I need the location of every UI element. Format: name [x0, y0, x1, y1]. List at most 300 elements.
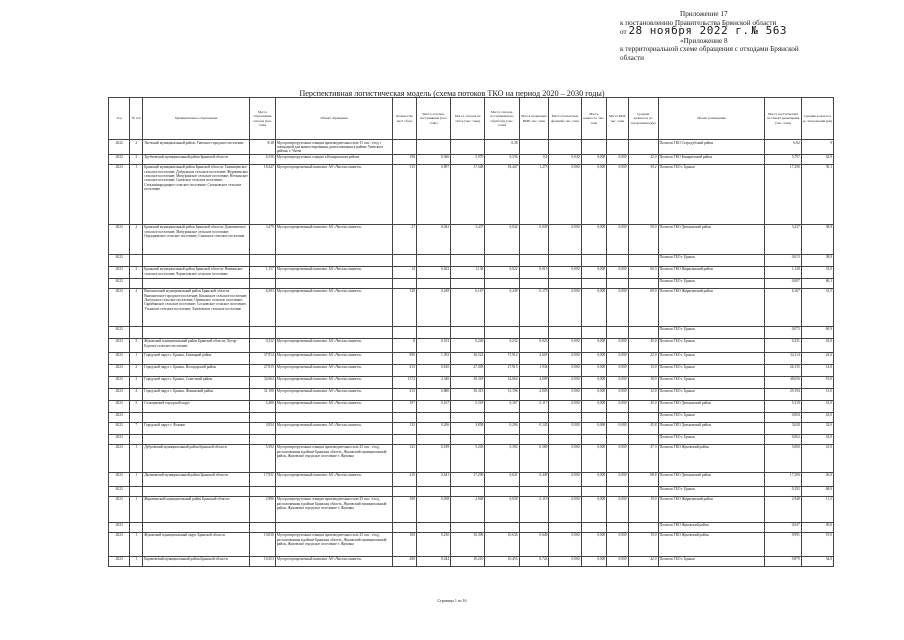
cell-facility: Мусороперегрузочная станция производительностью 25 тыс. т/год, расположенная в районе Брянская область, Жуковский муниципальный район, Жуковское городское поселение г. Жуковка: [275, 444, 393, 472]
resolution-date-line: [620, 24, 890, 38]
cell-disposal-distance: 14,0: [801, 364, 833, 376]
cell-secondary-resources: 2,003: [519, 388, 549, 400]
cell-disposal-mass: 26,135: [765, 364, 801, 376]
cell-year: 2022: [109, 140, 130, 155]
cell-collection-points: 100: [393, 532, 417, 556]
cell-secondary-resources: [519, 254, 549, 266]
cell-mass-processed: [485, 278, 519, 288]
cell-secondary-resources: 0,369: [519, 444, 549, 472]
cell-rdf: [607, 326, 628, 338]
cell-collection-points: 280: [393, 556, 417, 566]
cell-avg-distance: [628, 278, 658, 288]
cell-mass-processed: [485, 254, 519, 266]
cell-avg-distance: 68,8: [628, 472, 658, 486]
cell-year: 2023: [109, 278, 130, 288]
cell-disposal-site: Полигон ТБО г. Брянск: [658, 326, 765, 338]
cell-compost: [581, 254, 607, 266]
cell-secondary-resources: 0,015: [519, 266, 549, 278]
resolution-date: 28 ноября 2022 г.: [628, 24, 750, 38]
cell-secondary-resources: 0,175: [519, 288, 549, 326]
cell-compost: 0,000: [581, 422, 607, 434]
cell-mass-selected: 5,970: [451, 154, 485, 164]
cell-mass-processed: [485, 486, 519, 496]
col-facility: Объект обращения: [275, 98, 393, 140]
cell-secondary-resources: 0,449: [519, 472, 549, 486]
cell-disposal-site: Полигон ТБО г. Брянск: [658, 556, 765, 566]
cell-avg-distance: 45,0: [628, 338, 658, 352]
cell-mass-received: [416, 434, 450, 444]
cell-no: [130, 326, 143, 338]
cell-avg-distance: 60,9: [628, 288, 658, 326]
cell-mass-received: [416, 278, 450, 288]
cell-mass-selected: 5,318: [451, 400, 485, 412]
cell-no: 1: [130, 472, 143, 486]
cell-mass-processed: 32,664: [485, 376, 519, 388]
cell-no: 2: [130, 140, 143, 155]
cell-municipality: Жирятинский муниципальный район Брянской области: [143, 496, 250, 522]
cell-waste-mass: 6,336: [250, 154, 276, 164]
cell-disposal-mass: 48,656: [765, 376, 801, 388]
appendix-8-label: «Приложение 8: [680, 36, 728, 45]
cell-secondary-resources: [519, 486, 549, 496]
col-compost: Масса компоста, тыс. тонн: [581, 98, 607, 140]
cell-compost: [581, 412, 607, 422]
cell-disposal-site: Полигон ТКО Жирятинский район: [658, 266, 765, 278]
cell-ballast: 0,000: [549, 288, 581, 326]
cell-mass-received: 0,230: [416, 532, 450, 556]
cell-disposal-site: Полигон ТБО г. Брянск: [658, 338, 765, 352]
cell-disposal-mass: 5,797: [765, 154, 801, 164]
cell-ballast: 0,000: [549, 388, 581, 400]
cell-avg-distance: 19,0: [628, 496, 658, 522]
table-row: [109, 522, 834, 532]
cell-secondary-resources: [519, 522, 549, 532]
cell-secondary-resources: 4,009: [519, 376, 549, 388]
cell-no: 1: [130, 532, 143, 556]
cell-municipality: Брянский муниципальный район Брянской области: Навлинское сельское поселение; Чернетовское сельское поселение: [143, 266, 250, 278]
cell-rdf: 0,000: [607, 496, 628, 522]
cell-secondary-resources: [519, 278, 549, 288]
table-row: [109, 496, 834, 522]
cell-year: 2023: [109, 496, 130, 522]
cell-mass-selected: 17,290: [451, 472, 485, 486]
table-row: [109, 326, 834, 338]
cell-facility: Мусоросортировочный комплекс АО «Чистая планета»: [275, 388, 393, 400]
cell-collection-points: 890: [393, 352, 417, 364]
cell-no: 1: [130, 164, 143, 224]
table-row: [109, 164, 834, 224]
date-prefix: от: [620, 28, 627, 37]
cell-waste-mass: 1,157: [250, 266, 276, 278]
cell-mass-selected: [451, 412, 485, 422]
cell-rdf: 0,000: [607, 376, 628, 388]
cell-municipality: Трубчевский муниципальный район Брянской области: [143, 154, 250, 164]
cell-mass-selected: 36,522: [451, 352, 485, 364]
cell-facility: [275, 278, 393, 288]
cell-mass-processed: 37,914: [485, 352, 519, 364]
cell-ballast: 0,000: [549, 444, 581, 472]
cell-facility: [275, 326, 393, 338]
cell-mass-received: 0,189: [416, 444, 450, 472]
document-header: [620, 10, 890, 63]
cell-disposal-mass: 29,194: [765, 388, 801, 400]
cell-disposal-distance: 24,0: [801, 352, 833, 364]
cell-mass-processed: 10,636: [485, 532, 519, 556]
col-avg-distance: Средняя дальность до захоронения (км): [628, 98, 658, 140]
cell-waste-mass: 6,393: [250, 288, 276, 326]
cell-year: 2023: [109, 338, 130, 352]
table-row: [109, 338, 834, 352]
cell-ballast: 0,000: [549, 164, 581, 224]
cell-mass-selected: 30,318: [451, 376, 485, 388]
col-disposal-mass: Масса поступающих на объект размещения (тыс. тонн): [765, 98, 801, 140]
cell-waste-mass: 5,392: [250, 444, 276, 472]
cell-municipality: Брянский муниципальный район Брянской области: Глинищевское сельское поселение; Добрунское сельское поселение; Журиничское сельское поселение; Мичуринское сельское поселение; Нетьинское сельское поселение; Снежское сельское поселение; Стекляннорадицкое сельское поселение; Супоневское сельское поселение: [143, 164, 250, 224]
cell-collection-points: 8: [393, 338, 417, 352]
cell-collection-points: 315: [393, 164, 417, 224]
table-row: [109, 434, 834, 444]
cell-disposal-distance: 31,0: [801, 400, 833, 412]
cell-no: 2: [130, 224, 143, 254]
cell-avg-distance: 50,0: [628, 224, 658, 254]
cell-facility: [275, 522, 393, 532]
cell-collection-points: 121: [393, 444, 417, 472]
col-year: Год: [109, 98, 130, 140]
cell-facility: Мусороперегрузочная станция в Комаричском районе: [275, 154, 393, 164]
cell-compost: 0,000: [581, 496, 607, 522]
cell-secondary-resources: 0,039: [519, 224, 549, 254]
cell-compost: 0,000: [581, 154, 607, 164]
cell-rdf: 0,000: [607, 364, 628, 376]
col-disposal-distance: Средняя дальность до захоронения (км): [801, 98, 833, 140]
cell-no: 3: [130, 376, 143, 388]
cell-avg-distance: 60,3: [628, 266, 658, 278]
cell-compost: [581, 140, 607, 155]
cell-secondary-resources: [519, 140, 549, 155]
cell-waste-mass: 8,38: [250, 140, 276, 155]
cell-disposal-site: Полигон ТБО г. Брянск: [658, 486, 765, 496]
cell-mass-processed: 27,915: [485, 364, 519, 376]
cell-collection-points: 14: [393, 266, 417, 278]
cell-waste-mass: 17,931: [250, 472, 276, 486]
cell-municipality: Брянский муниципальный район Брянской области: Домашовское сельское поселение; Мичуринское сельское поселение; Отрадненское сельское поселение; Снежское сельское поселение: [143, 224, 250, 254]
cell-ballast: 0,000: [549, 352, 581, 364]
scheme-reference: к территориальной схеме обращения с отходами Брянской: [620, 45, 799, 54]
cell-secondary-resources: 1,934: [519, 364, 549, 376]
cell-disposal-distance: 68,0: [801, 486, 833, 496]
cell-mass-received: 0,897: [416, 164, 450, 224]
cell-disposal-distance: 33,0: [801, 266, 833, 278]
table-row: [109, 388, 834, 400]
cell-waste-mass: [250, 412, 276, 422]
col-municipality: Муниципальное образование: [143, 98, 250, 140]
cell-disposal-site: Полигон ТБО г. Брянск: [658, 376, 765, 388]
cell-ballast: [549, 278, 581, 288]
cell-year: 2023: [109, 288, 130, 326]
cell-mass-processed: [485, 434, 519, 444]
cell-waste-mass: 3,834: [250, 422, 276, 434]
col-disposal-site: Объект размещения: [658, 98, 765, 140]
cell-year: 2023: [109, 556, 130, 566]
cell-facility: Мусороперегрузочная станция производительностью 25 тыс. т/год, расположенная в районе Брянская область, Жуковский муниципальный район, Жуковское городское поселение г. Жуковка: [275, 496, 393, 522]
cell-facility: [275, 434, 393, 444]
cell-rdf: 0,000: [607, 164, 628, 224]
cell-disposal-mass: 0,231: [765, 338, 801, 352]
page-number: Страница 1 из 16: [437, 598, 467, 603]
cell-ballast: 0,000: [549, 224, 581, 254]
cell-no: 5: [130, 400, 143, 412]
logistics-table: [108, 97, 834, 567]
cell-waste-mass: [250, 254, 276, 266]
cell-avg-distance: 19,0: [628, 532, 658, 556]
cell-rdf: [607, 434, 628, 444]
cell-disposal-site: Полигон ТБО г. Брянск: [658, 164, 765, 224]
cell-secondary-resources: 0,724: [519, 556, 549, 566]
cell-disposal-site: Полигон ТБО г. Брянск: [658, 412, 765, 422]
cell-municipality: [143, 412, 250, 422]
cell-compost: [581, 326, 607, 338]
cell-disposal-site: Полигон ТБО г. Брянск: [658, 434, 765, 444]
cell-year: 2023: [109, 444, 130, 472]
cell-no: [130, 434, 143, 444]
cell-compost: 0,000: [581, 532, 607, 556]
cell-waste-mass: 2,986: [250, 496, 276, 522]
cell-collection-points: [393, 522, 417, 532]
cell-mass-received: 0,022: [416, 266, 450, 278]
cell-mass-processed: 18,447: [485, 164, 519, 224]
cell-waste-mass: [250, 326, 276, 338]
cell-no: 5: [130, 338, 143, 352]
cell-disposal-mass: 9,879: [765, 556, 801, 566]
table-row: [109, 444, 834, 472]
cell-municipality: Городской округ г. Фокино: [143, 422, 250, 434]
cell-collection-points: [393, 326, 417, 338]
cell-disposal-distance: 41,0: [801, 444, 833, 472]
cell-disposal-distance: 31,5: [801, 288, 833, 326]
cell-rdf: [607, 140, 628, 155]
cell-waste-mass: [250, 434, 276, 444]
cell-ballast: [549, 140, 581, 155]
cell-facility: Мусороперегрузочная станция производительностью 15 тыс. т/год с площадкой для компостирования, расположенная в районе Унечского района, г. Унеча: [275, 140, 393, 155]
cell-rdf: 0,000: [607, 422, 628, 434]
cell-disposal-site: Полигон ТБО г. Брянск: [658, 364, 765, 376]
cell-disposal-distance: 60,1: [801, 278, 833, 288]
cell-avg-distance: 39,2: [628, 164, 658, 224]
cell-disposal-distance: 34,0: [801, 556, 833, 566]
cell-avg-distance: 47,3: [628, 444, 658, 472]
cell-facility: Мусоросортировочный комплекс АО «Чистая планета»: [275, 266, 393, 278]
cell-year: 2023: [109, 364, 130, 376]
cell-mass-selected: 10,396: [451, 532, 485, 556]
cell-municipality: [143, 486, 250, 496]
cell-mass-received: 0,444: [416, 556, 450, 566]
cell-year: 2023: [109, 388, 130, 400]
table-row: [109, 224, 834, 254]
resolution-reference: к постановлению Правительства Брянской области: [620, 18, 777, 27]
cell-avg-distance: [628, 486, 658, 496]
cell-disposal-mass: 5,318: [765, 400, 801, 412]
cell-year: 2023: [109, 400, 130, 412]
col-mass-processed: Масса отходов, поступившая на обработку (тыс. тонн): [485, 98, 519, 140]
cell-disposal-site: Полигон ТКО Дятьковский район: [658, 422, 765, 434]
table-row: [109, 154, 834, 164]
cell-mass-selected: 2,948: [451, 496, 485, 522]
cell-collection-points: 415: [393, 364, 417, 376]
cell-disposal-mass: 0,007: [765, 278, 801, 288]
cell-compost: 0,000: [581, 352, 607, 364]
cell-facility: Мусоросортировочный комплекс АО «Чистая планета»: [275, 556, 393, 566]
cell-compost: 0,000: [581, 444, 607, 472]
cell-disposal-site: Полигон ТКО Комаричский район: [658, 154, 765, 164]
cell-year: 2023: [109, 326, 130, 338]
table-row: [109, 472, 834, 486]
cell-waste-mass: 32,664: [250, 376, 276, 388]
cell-compost: 0,000: [581, 388, 607, 400]
cell-mass-selected: 1,136: [451, 266, 485, 278]
cell-mass-selected: 27,305: [451, 364, 485, 376]
cell-year: 2023: [109, 352, 130, 364]
table-row: [109, 376, 834, 388]
cell-facility: Мусоросортировочный комплекс АО «Чистая планета»: [275, 400, 393, 412]
cell-avg-distance: 18,0: [628, 376, 658, 388]
cell-no: 4: [130, 388, 143, 400]
table-row: [109, 412, 834, 422]
cell-mass-processed: 0,336: [485, 154, 519, 164]
cell-mass-received: 0,249: [416, 288, 450, 326]
cell-compost: 0,000: [581, 164, 607, 224]
cell-avg-distance: [628, 254, 658, 266]
cell-facility: Мусоросортировочный комплекс АО «Чистая планета»: [275, 364, 393, 376]
cell-mass-processed: 0,167: [485, 400, 519, 412]
cell-secondary-resources: 0,023: [519, 338, 549, 352]
col-rdf: Масса RDF, тыс. тонн: [607, 98, 628, 140]
table-row: [109, 278, 834, 288]
col-collection-points: Количество мест сбора: [393, 98, 417, 140]
cell-mass-received: [416, 486, 450, 496]
cell-municipality: Карачевский муниципальный район Брянской области: [143, 556, 250, 566]
cell-municipality: Городской округ г. Брянск, Фокинский район: [143, 388, 250, 400]
cell-disposal-mass: 0,075: [765, 326, 801, 338]
cell-ballast: 0,000: [549, 532, 581, 556]
cell-collection-points: 1372: [393, 376, 417, 388]
cell-compost: [581, 278, 607, 288]
cell-no: [130, 412, 143, 422]
cell-disposal-site: Полигон ТБО г. Брянск: [658, 352, 765, 364]
cell-mass-selected: 17,548: [451, 164, 485, 224]
cell-ballast: [549, 326, 581, 338]
cell-disposal-site: Полигон ТКО Дятьковский район: [658, 224, 765, 254]
cell-rdf: 0,000: [607, 400, 628, 412]
cell-rdf: 0,000: [607, 224, 628, 254]
cell-collection-points: 415: [393, 388, 417, 400]
cell-mass-selected: [451, 140, 485, 155]
cell-avg-distance: [628, 522, 658, 532]
cell-mass-received: [416, 326, 450, 338]
cell-avg-distance: 45,8: [628, 422, 658, 434]
cell-compost: 0,000: [581, 400, 607, 412]
cell-mass-processed: [485, 412, 519, 422]
cell-mass-received: [416, 522, 450, 532]
cell-secondary-resources: 0,4: [519, 154, 549, 164]
cell-municipality: Дубровский муниципальный район Брянской области: [143, 444, 250, 472]
cell-mass-processed: 0,641: [485, 472, 519, 486]
cell-collection-points: [393, 254, 417, 266]
table-body: [109, 140, 834, 567]
cell-ballast: 0,000: [549, 338, 581, 352]
cell-mass-selected: 5,203: [451, 444, 485, 472]
cell-facility: Мусоросортировочный комплекс АО «Чистая планета»: [275, 288, 393, 326]
cell-ballast: [549, 486, 581, 496]
cell-disposal-site: Полигон ТБО г. Брянск: [658, 388, 765, 400]
cell-secondary-resources: [519, 326, 549, 338]
cell-facility: Мусоросортировочный комплекс АО «Чистая планета»: [275, 164, 393, 224]
cell-collection-points: [393, 278, 417, 288]
cell-year: 2023: [109, 522, 130, 532]
cell-mass-processed: 0,296: [485, 422, 519, 434]
page-title: Перспективная логистическая модель (схема потоков ТКО на период 2020 – 2030 годы): [299, 89, 605, 98]
cell-year: 2023: [109, 266, 130, 278]
cell-year: 2023: [109, 254, 130, 266]
cell-rdf: 0,000: [607, 532, 628, 556]
cell-disposal-distance: 45,0: [801, 338, 833, 352]
cell-ballast: 0,040: [549, 154, 581, 164]
cell-disposal-site: Полигон ТКО Жирятинский район: [658, 496, 765, 522]
cell-year: 2023: [109, 486, 130, 496]
cell-waste-mass: 27,915: [250, 364, 276, 376]
cell-compost: [581, 486, 607, 496]
cell-rdf: 0,000: [607, 388, 628, 400]
cell-year: 2023: [109, 532, 130, 556]
cell-mass-selected: 30,315: [451, 388, 485, 400]
cell-disposal-distance: 26,0: [801, 472, 833, 486]
cell-disposal-mass: 0,013: [765, 254, 801, 266]
cell-ballast: 0,000: [549, 364, 581, 376]
cell-avg-distance: 22,0: [628, 352, 658, 364]
cell-disposal-mass: 0,192: [765, 486, 801, 496]
cell-municipality: [143, 522, 250, 532]
cell-ballast: [549, 434, 581, 444]
cell-mass-received: 0,038: [416, 496, 450, 522]
cell-rdf: 0,000: [607, 444, 628, 472]
cell-secondary-resources: 0,119: [519, 496, 549, 522]
table-row: [109, 486, 834, 496]
cell-rdf: [607, 522, 628, 532]
table-row: [109, 288, 834, 326]
cell-collection-points: 132: [393, 422, 417, 434]
cell-compost: 0,000: [581, 338, 607, 352]
cell-collection-points: 129: [393, 288, 417, 326]
cell-mass-received: 0,366: [416, 154, 450, 164]
cell-facility: Мусоросортировочный комплекс АО «Чистая планета»: [275, 338, 393, 352]
cell-rdf: [607, 278, 628, 288]
cell-compost: 0,000: [581, 556, 607, 566]
cell-mass-selected: 3,437: [451, 224, 485, 254]
resolution-number: № 563: [751, 24, 787, 38]
cell-compost: [581, 522, 607, 532]
cell-disposal-site: Полигон ТБО г. Брянск: [658, 278, 765, 288]
cell-year: 2023: [109, 434, 130, 444]
cell-mass-received: [416, 412, 450, 422]
cell-secondary-resources: 0,145: [519, 422, 549, 434]
cell-mass-selected: [451, 434, 485, 444]
cell-secondary-resources: 0,640: [519, 532, 549, 556]
cell-disposal-site: Полигон ТКО Жуковский район: [658, 522, 765, 532]
cell-facility: Мусоросортировочный комплекс АО «Чистая планета»: [275, 352, 393, 364]
cell-year: 2023: [109, 376, 130, 388]
cell-collection-points: 107: [393, 400, 417, 412]
table-row: [109, 556, 834, 566]
cell-avg-distance: [628, 412, 658, 422]
